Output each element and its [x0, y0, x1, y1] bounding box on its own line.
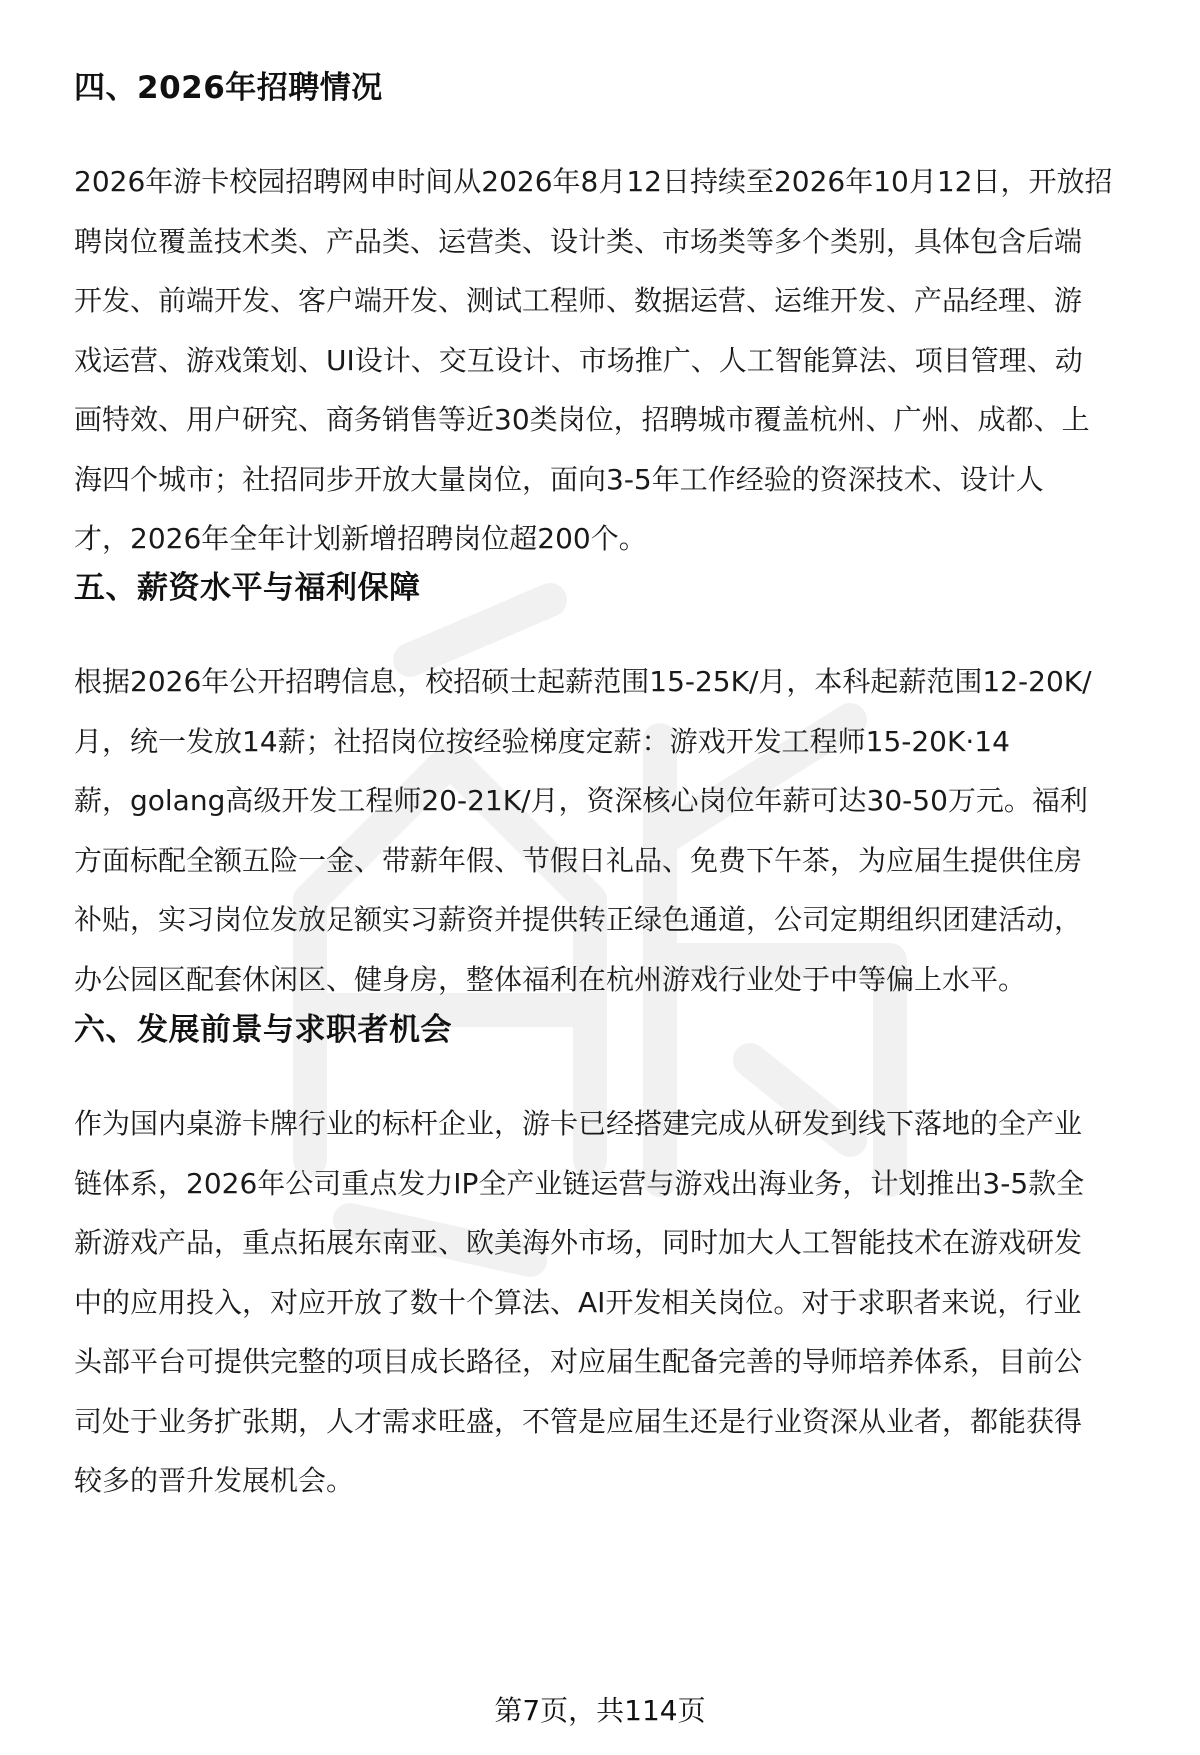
- paragraph-line: 办公园区配套休闲区、健身房，整体福利在杭州游戏行业处于中等偏上水平。: [74, 962, 1027, 996]
- section-salary: [74, 568, 1144, 1009]
- paragraph-line: 中的应用投入，对应开放了数十个算法、AI开发相关岗位。对于求职者来说，行业: [74, 1285, 1082, 1319]
- page-number: 第7页，共114页: [494, 1694, 706, 1727]
- section-heading: 四、2026年招聘情况: [74, 70, 383, 106]
- paragraph-line: 戏运营、游戏策划、UI设计、交互设计、市场推广、人工智能算法、项目管理、动: [74, 343, 1083, 377]
- paragraph-line: 开发、前端开发、客户端开发、测试工程师、数据运营、运维开发、产品经理、游: [74, 284, 1083, 317]
- paragraph-line: 2026年游卡校园招聘网申时间从2026年8月12日持续至2026年10月12日，开放招: [74, 165, 1113, 198]
- paragraph-line: 司处于业务扩张期，人才需求旺盛，不管是应届生还是行业资深从业者，都能获得: [74, 1404, 1083, 1438]
- paragraph-line: 画特效、用户研究、商务销售等近30类岗位，招聘城市覆盖杭州、广州、成都、上: [74, 403, 1090, 436]
- paragraph-line: 聘岗位覆盖技术类、产品类、运营类、设计类、市场类等多个类别，具体包含后端: [74, 224, 1083, 258]
- paragraph-line: 补贴，实习岗位发放足额实习薪资并提供转正绿色通道，公司定期组织团建活动，: [74, 903, 1083, 936]
- paragraph-line: 较多的晋升发展机会。: [74, 1464, 355, 1497]
- paragraph-line: 海四个城市；社招同步开放大量岗位，面向3-5年工作经验的资深技术、设计人: [74, 462, 1044, 496]
- paragraph-line: 月，统一发放14薪；社招岗位按经验梯度定薪：游戏开发工程师15-20K·14: [74, 724, 1010, 758]
- section-paragraph: [74, 152, 1144, 569]
- paragraph-line: 链体系，2026年公司重点发力IP全产业链运营与游戏出海业务，计划推出3-5款全: [74, 1166, 1085, 1200]
- section-heading: 六、发展前景与求职者机会: [74, 1012, 452, 1048]
- paragraph-line: 才，2026年全年计划新增招聘岗位超200个。: [74, 522, 647, 555]
- paragraph-line: 新游戏产品，重点拓展东南亚、欧美海外市场，同时加大人工智能技术在游戏研发: [74, 1226, 1083, 1259]
- paragraph-line: 头部平台可提供完整的项目成长路径，对应届生配备完善的导师培养体系，目前公: [74, 1345, 1083, 1378]
- section-heading: 五、薪资水平与福利保障: [74, 570, 421, 606]
- section-prospects: [74, 1010, 1144, 1511]
- paragraph-line: 薪，golang高级开发工程师20-21K/月，资深核心岗位年薪可达30-50万元。福利: [74, 784, 1088, 817]
- section-paragraph: [74, 652, 1144, 1009]
- section-paragraph: [74, 1094, 1144, 1511]
- paragraph-line: 方面标配全额五险一金、带薪年假、节假日礼品、免费下午茶，为应届生提供住房: [74, 843, 1083, 877]
- paragraph-line: 根据2026年公开招聘信息，校招硕士起薪范围15-25K/月，本科起薪范围12-20K/: [74, 665, 1092, 698]
- paragraph-line: 作为国内桌游卡牌行业的标杆企业，游卡已经搭建完成从研发到线下落地的全产业: [74, 1107, 1083, 1140]
- section-recruitment: [74, 68, 1144, 569]
